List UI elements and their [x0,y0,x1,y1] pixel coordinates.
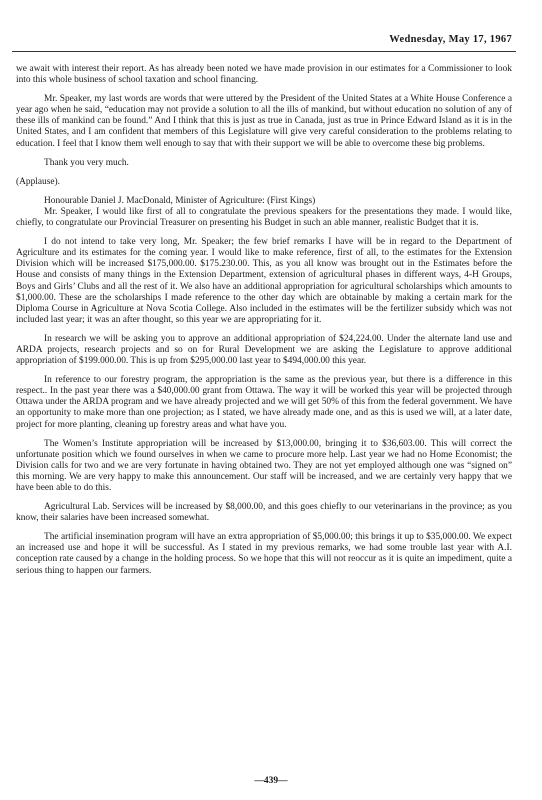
paragraph-closing-words: Mr. Speaker, my last words are words that were uttered by the President of the United States at a White House Conference a year ago when he said, “education may not provide a solution to all the ills of mankind, but without education no solution of any of these ills of mankind can be found.” And I think that this is just as true in Canada, just as true in Prince Edward Island as it is in the United States, and I am confident that members of this Legislature will give very careful consideration to the problems relating to education. I feel that I know them well enough to say that with their support we will be able to overcome these big problems. [16,94,512,149]
paragraph-thanks: Thank you very much. [44,157,129,168]
document-body [16,64,512,577]
paragraph-continuation: we await with interest their report. As has already been noted we have made provision in our estimates for a Commissioner to look into this whole business of school taxation and school financing. [16,64,512,86]
paragraph-forestry: In reference to our forestry program, the appropriation is the same as the previous year, but there is a difference in this respect.. In the past year there was a $40,000.00 grant from Ottawa. The way it will be worked this year will be projected through Ottawa under the ARDA program and we have already projected and we will get 50% of this from the federal government. We have an opportunity to make more than one projection; as I stated, we have already made one, and as this is used we will, at a later date, project for more planting, cleaning up forestry areas and what have you. [16,375,512,430]
paragraph-womens-institute: The Women’s Institute appropriation will be increased by $13,000.00, bringing it to $36,603.00. This will correct the unfortunate position which we found ourselves in when we came to procure more help. Last year we had no Home Economist; the Division calls for two and we are very fortunate in having obtained two. They are not yet employed although one was “signed on” this morning. We are very happy to make this announcement. Our staff will be increased, and we are certainly very happy that we have been able to do this. [16,438,512,493]
speaker-line: Honourable Daniel J. MacDonald, Minister of Agriculture: (First Kings) [44,195,316,206]
paragraph-research: In research we will be asking you to approve an additional appropriation of $24,224.00. Under the alternate land use and ARDA projects, research projects and so on for Rural Development we are asking the Legislature to approve additional appropriation of $199.000.00. This is up from $295,000.00 last year to $494,000.00 this year. [16,333,512,367]
paragraph-lab-services: Agricultural Lab. Services will be increased by $8,000.00, and this goes chiefly to our veterinarians in the province; as you know, their salaries have been increased somewhat. [16,502,512,524]
paragraph-extension-division: I do not intend to take very long, Mr. Speaker; the few brief remarks I have will be in regard to the Department of Agriculture and its estimates for the coming year. I would like to make reference, first of all, to the estimates for the Extension Division which will be increased $175,000.00. $175.230.00. This, as you all know was brought out in the Estimates before the House and consists of many things in the Extension Department, extension of agricultural phases in different ways, 4-H Groups, Boys and Girls’ Clubs and all the rest of it. We also have an additional appropriation for agricultural scholarships which amounts to $1,000.00. These are the scholarships I made reference to the other day which are obtainable by making a certain mark for the Diploma Course in Agriculture at Nova Scotia College. Also included in the estimates will be the fertilizer subsidy which was not included last year; it was an after thought, so this year we are appropriating for it. [16,237,512,325]
page-header-date: Wednesday, May 17, 1967 [389,34,512,45]
paragraph-applause: (Applause). [16,176,60,187]
paragraph-congratulations: Mr. Speaker, I would like first of all to congratulate the previous speakers for the presentations they made. I would like, chiefly, to congratulate our Provincial Treasurer on presenting his Budget in such an able manner, realistic Budget that it is. [16,206,512,229]
page-number: —439— [254,776,288,786]
paragraph-insemination: The artificial insemination program will have an extra appropriation of $5,000.00; this brings it up to $35,000.00. We expect an increased use and hope it will be successful. As I stated in my previous remarks, we had some trouble last year with A.I. conception rate caused by a change in the holding process. So we hope that this will not reoccur as it is quite an impediment, quite a serious thing to happen our farmers. [16,532,512,576]
header-rule [12,51,516,52]
